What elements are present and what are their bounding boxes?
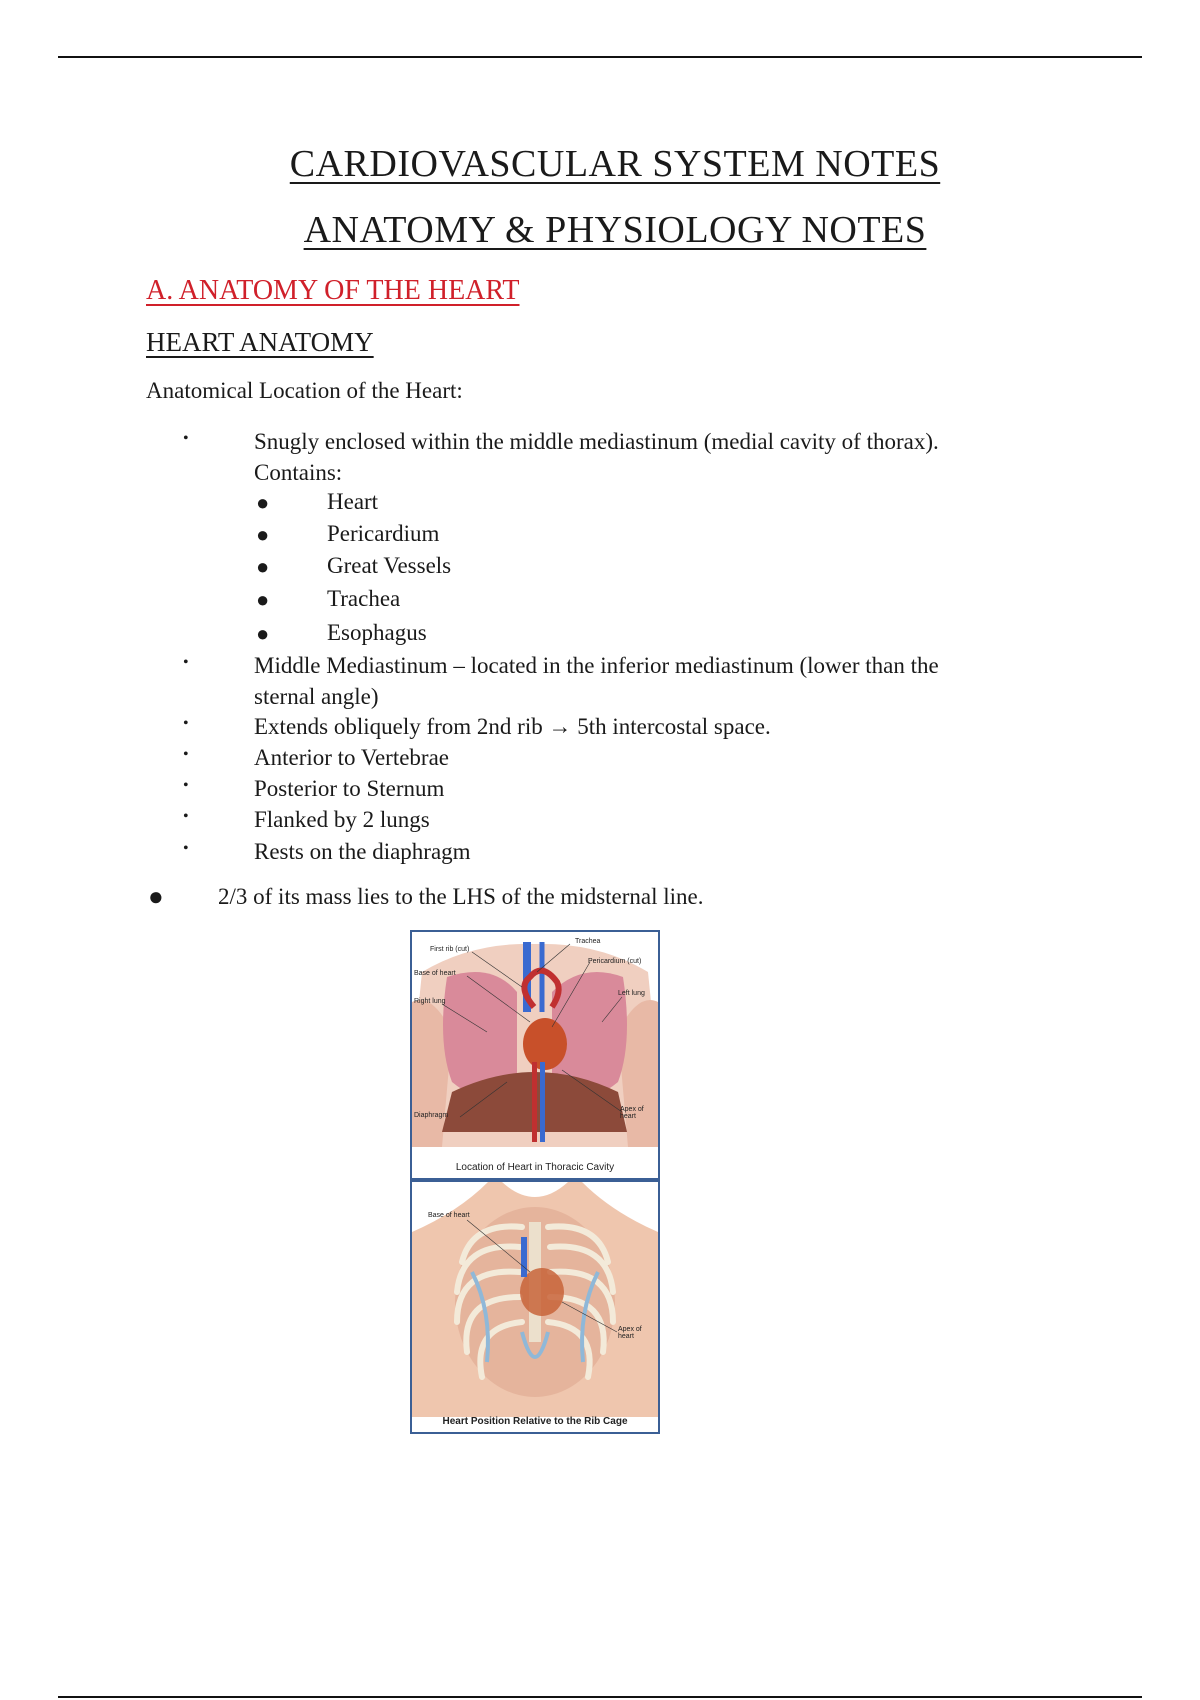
figure-label: Diaphragm: [414, 1112, 449, 1119]
bullet-dot: •: [183, 840, 189, 857]
figure-label: Right lung: [414, 998, 446, 1005]
figure-label: First rib (cut): [430, 946, 470, 953]
sub-bullet-dot: ●: [256, 621, 270, 646]
list-item: Middle Mediastinum – located in the inferior mediastinum (lower than the sternal angle): [254, 653, 939, 709]
document-title: CARDIOVASCULAR SYSTEM NOTES: [289, 143, 941, 185]
list-item: Great Vessels: [327, 553, 452, 578]
rib-cage-figure: [410, 1180, 660, 1434]
figure-label: Base of heart: [414, 970, 456, 977]
list-item: 2/3 of its mass lies to the LHS of the midsternal line.: [218, 884, 704, 909]
list-item: Rests on the diaphragm: [254, 839, 471, 864]
intro-text: Anatomical Location of the Heart:: [146, 378, 463, 403]
list-item: Pericardium: [327, 521, 440, 546]
figure-caption: Location of Heart in Thoracic Cavity: [455, 1162, 615, 1173]
bullet-dot: •: [183, 808, 189, 825]
list-item: Posterior to Sternum: [254, 776, 445, 801]
bullet-dot: ●: [148, 882, 164, 911]
sub-bullet-dot: ●: [256, 490, 270, 515]
figure-caption: Heart Position Relative to the Rib Cage: [442, 1416, 628, 1427]
rib-cage-illustration: [412, 1182, 658, 1432]
figure-label: Base of heart: [428, 1212, 470, 1219]
sub-bullet-dot: ●: [256, 554, 270, 579]
figure-label: Left lung: [618, 990, 645, 997]
thoracic-cavity-figure: [410, 930, 660, 1180]
bullet-dot: •: [183, 746, 189, 763]
sub-bullet-dot: ●: [256, 587, 270, 612]
section-heading: A. ANATOMY OF THE HEART: [146, 275, 520, 306]
bullet-dot: •: [183, 654, 189, 671]
document-subtitle: ANATOMY & PHYSIOLOGY NOTES: [303, 209, 927, 251]
bullet-dot: •: [183, 715, 189, 732]
bullet-dot: •: [183, 430, 189, 447]
figure-label: Apex of heart: [618, 1326, 642, 1340]
list-item: Snugly enclosed within the middle mediastinum (medial cavity of thorax). Contains:: [254, 429, 939, 485]
list-item: Trachea: [327, 586, 401, 611]
thoracic-cavity-illustration: [412, 932, 658, 1178]
top-rule: [58, 56, 1142, 58]
sub-bullet-dot: ●: [256, 522, 270, 547]
subheading: HEART ANATOMY: [146, 327, 374, 357]
list-item: Anterior to Vertebrae: [254, 745, 449, 770]
list-item: Flanked by 2 lungs: [254, 807, 430, 832]
figure-label: Apex of heart: [620, 1106, 644, 1120]
bullet-dot: •: [183, 777, 189, 794]
figure-label: Pericardium (cut): [588, 958, 642, 965]
list-item: Esophagus: [327, 620, 427, 645]
figure-label: Trachea: [575, 938, 601, 945]
list-item: Extends obliquely from 2nd rib → 5th intercostal space.: [254, 714, 771, 739]
bottom-rule: [58, 1696, 1142, 1698]
list-item: Heart: [327, 489, 379, 514]
